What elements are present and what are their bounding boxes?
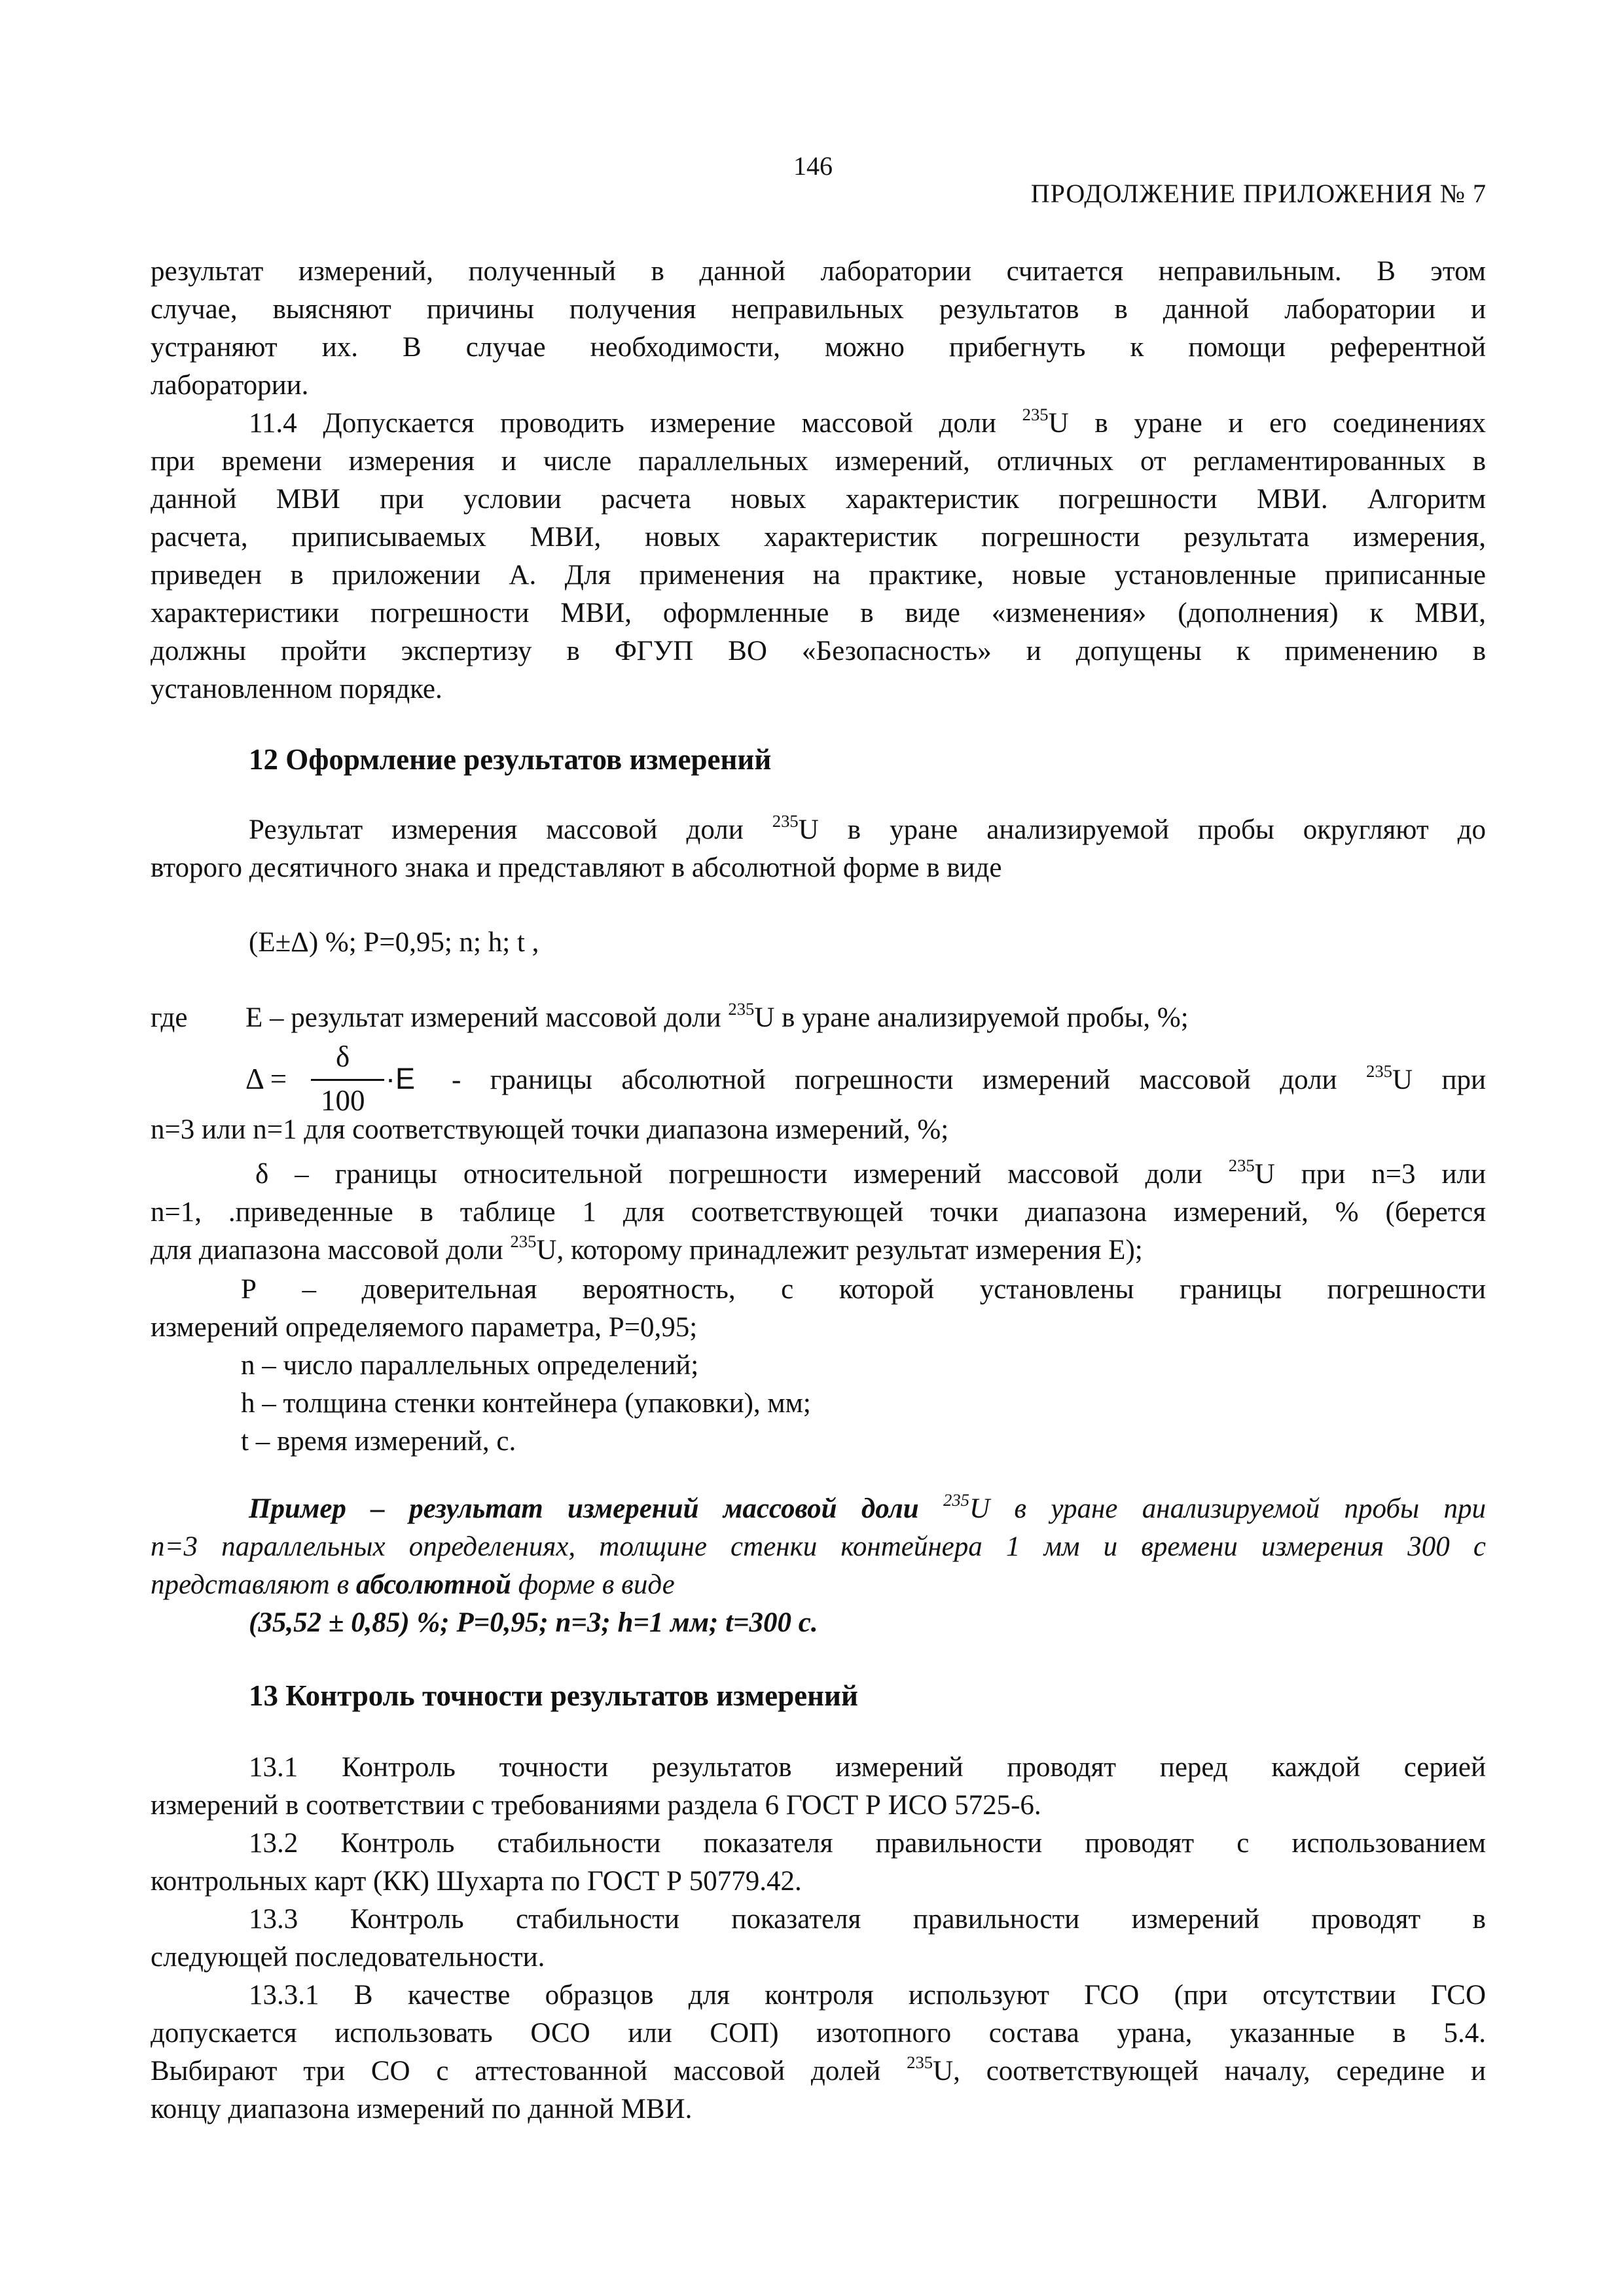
small-delta-definition: δ – границы относительной погрешности измерений массовой доли $^{235}$U при n=3 или	[255, 1156, 1486, 1190]
text-line: должны пройти экспертизу в ФГУП ВО «Безопасность» и допущены к применению в	[151, 636, 1486, 666]
page-number: 146	[793, 151, 833, 181]
text-line: представляют в абсолютной форме в виде	[151, 1569, 675, 1600]
example-result: (35,52 ± 0,85) %; Р=0,95; n=3; h=1 мм; t=300 с.	[249, 1607, 818, 1638]
delta-lhs: Δ =	[245, 1063, 287, 1095]
paragraph-13-3-1: 13.3.1 В качестве образцов для контроля используют ГСО (при отсутствии ГСО	[249, 1980, 1486, 2011]
result-formula: (Е±Δ) %; Р=0,95; n; h; t ,	[249, 927, 539, 958]
text-line: для диапазона массовой доли $^{235}$U, которому принадлежит результат измерения Е);	[151, 1231, 1143, 1266]
text-line: второго десятичного знака и представляют в абсолютной форме в виде	[151, 852, 1002, 883]
text-line: контрольных карт (КК) Шухарта по ГОСТ Р 50779.42.	[151, 1866, 802, 1897]
e-definition: Е – результат измерений массовой доли $^{235}$U в уране анализируемой пробы, %;	[245, 999, 1189, 1033]
paragraph-13-1: 13.1 Контроль точности результатов измерений проводят перед каждой серией	[249, 1752, 1486, 1783]
text-line: расчета, приписываемых МВИ, новых характеристик погрешности результата измерения,	[151, 522, 1486, 553]
text-line: при времени измерения и числе параллельных измерений, отличных от регламентированных в	[151, 446, 1486, 477]
n-definition: n – число параллельных определений;	[241, 1350, 699, 1381]
text-line: характеристики погрешности МВИ, оформленные в виде «изменения» (дополнения) к МВИ,	[151, 598, 1486, 629]
running-title: ПРОДОЛЖЕНИЕ ПРИЛОЖЕНИЯ № 7	[1030, 179, 1487, 208]
text-line: случае, выясняют причины получения неправильных результатов в данной лаборатории и	[151, 294, 1486, 325]
text-line: измерений определяемого параметра, Р=0,95;	[151, 1312, 698, 1343]
text-line: концу диапазона измерений по данной МВИ.	[151, 2094, 693, 2124]
delta-rhs: ·E	[386, 1062, 415, 1095]
text-line: приведен в приложении А. Для применения на практике, новые установленные приписанные	[151, 560, 1486, 591]
text-line: устраняют их. В случае необходимости, можно прибегнуть к помощи референтной	[151, 332, 1486, 363]
delta-numerator: δ	[336, 1040, 350, 1073]
fraction-bar	[311, 1079, 384, 1081]
delta-denominator: 100	[321, 1084, 365, 1117]
section-13-heading: 13 Контроль точности результатов измерений	[249, 1679, 858, 1712]
paragraph-13-2: 13.2 Контроль стабильности показателя правильности проводят с использованием	[249, 1828, 1486, 1859]
text-line: данной МВИ при условии расчета новых характеристик погрешности МВИ. Алгоритм	[151, 484, 1486, 515]
text-line: допускается использовать ОСО или СОП) изотопного состава урана, указанные в 5.4.	[151, 2018, 1486, 2049]
h-definition: h – толщина стенки контейнера (упаковки), мм;	[241, 1388, 811, 1419]
text-line: n=3 или n=1 для соответствующей точки диапазона измерений, %;	[151, 1114, 949, 1145]
text-line: установленном порядке.	[151, 674, 442, 704]
text-line: n=3 параллельных определениях, толщине стенки контейнера 1 мм и времени измерения 300 с	[151, 1531, 1486, 1562]
delta-definition: - границы абсолютной погрешности измерений массовой доли $^{235}$U при	[452, 1061, 1487, 1095]
text-line: измерений в соответствии с требованиями раздела 6 ГОСТ Р ИСО 5725-6.	[151, 1790, 1041, 1821]
where-label: где	[151, 1002, 188, 1033]
section-12-heading: 12 Оформление результатов измерений	[249, 743, 772, 776]
example-first-line: Пример – результат измерений массовой доли $^{235}$U в уране анализируемой пробы при	[249, 1490, 1486, 1524]
paragraph-11-4-first-line: 11.4 Допускается проводить измерение массовой доли $^{235}$U в уране и его соединениях	[249, 405, 1486, 439]
text-line: следующей последовательности.	[151, 1942, 545, 1973]
text-line: результат измерений, полученный в данной лаборатории считается неправильным. В этом	[151, 256, 1486, 287]
p-definition: Р – доверительная вероятность, с которой установлены границы погрешности	[241, 1274, 1486, 1305]
text-line: n=1, .приведенные в таблице 1 для соответствующей точки диапазона измерений, % (берется	[151, 1197, 1486, 1228]
text-line: лаборатории.	[151, 370, 309, 401]
paragraph-13-3: 13.3 Контроль стабильности показателя правильности измерений проводят в	[249, 1904, 1486, 1935]
t-definition: t – время измерений, с.	[241, 1426, 516, 1457]
text-line: Выбирают три СО с аттестованной массовой долей $^{235}$U, соответствующей началу, середине и	[151, 2052, 1486, 2086]
section-12-paragraph: Результат измерения массовой доли $^{235}$U в уране анализируемой пробы округляют до	[249, 811, 1486, 845]
